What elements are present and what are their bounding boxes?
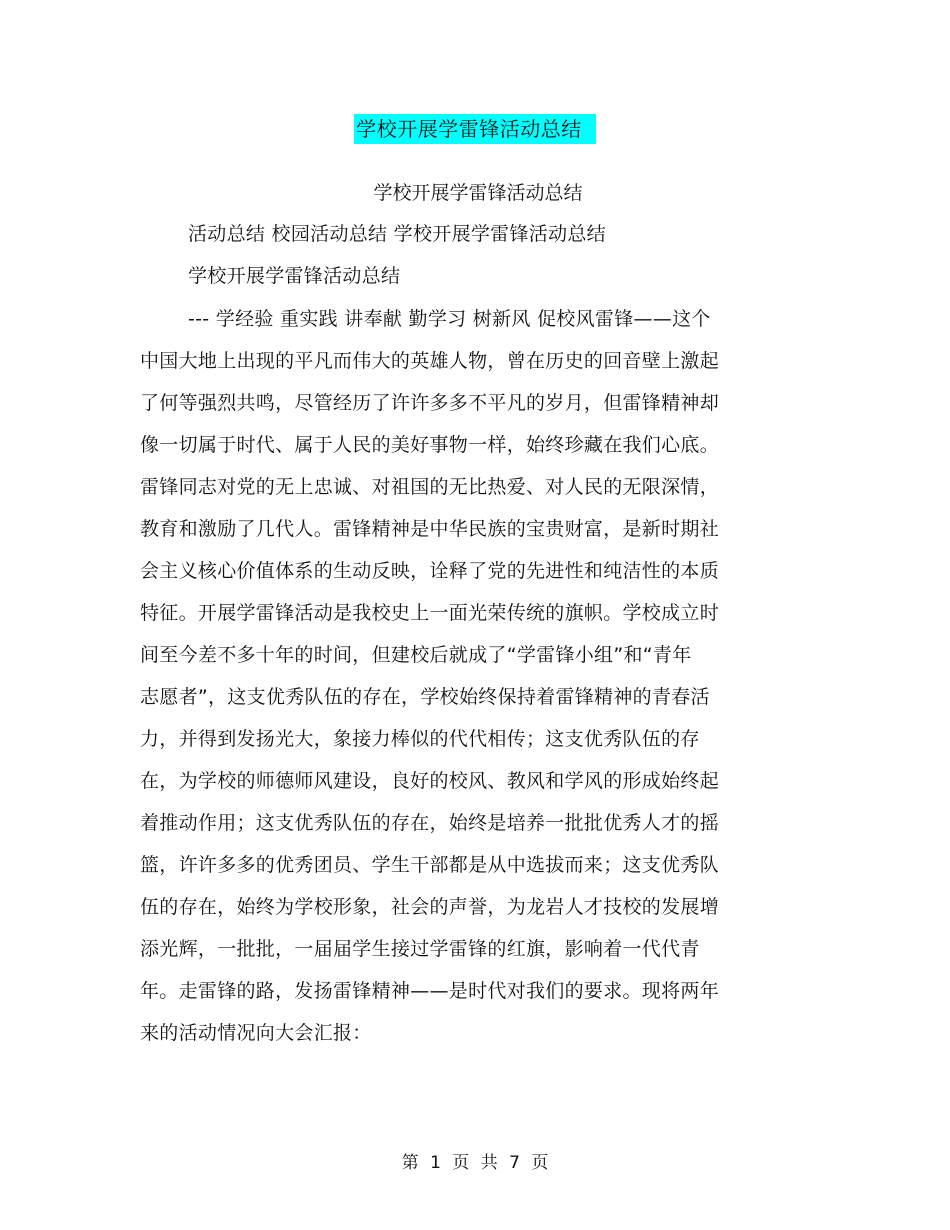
title-container bbox=[0, 114, 950, 144]
body-line: 来的活动情况向大会汇报： bbox=[140, 1022, 372, 1044]
body-line: 中国大地上出现的平凡而伟大的英雄人物，曾在历史的回音壁上激起 bbox=[140, 350, 720, 372]
body-line: 伍的存在，始终为学校形象，社会的声誉，为龙岩人才技校的发展增 bbox=[140, 896, 720, 918]
body-line: 会主义核心价值体系的生动反映，诠释了党的先进性和纯洁性的本质 bbox=[140, 560, 720, 582]
body-line: 添光辉，一批批，一届届学生接过学雷锋的红旗，影响着一代代青 bbox=[140, 938, 700, 960]
body-line: 篮，许许多多的优秀团员、学生干部都是从中选拔而来；这支优秀队 bbox=[140, 854, 720, 876]
body-line: 力，并得到发扬光大，象接力棒似的代代相传；这支优秀队伍的存 bbox=[140, 728, 700, 750]
document-subtitle: 学校开展学雷锋活动总结 bbox=[373, 182, 583, 204]
body-line: 了何等强烈共鸣，尽管经历了许许多多不平凡的岁月，但雷锋精神却 bbox=[140, 392, 720, 414]
body-line: 教育和激励了几代人。雷锋精神是中华民族的宝贵财富，是新时期社 bbox=[140, 518, 720, 540]
body-line: 年。走雷锋的路，发扬雷锋精神——是时代对我们的要求。现将两年 bbox=[140, 980, 720, 1002]
body-line: 着推动作用；这支优秀队伍的存在，始终是培养一批批优秀人才的摇 bbox=[140, 812, 720, 834]
body-line: 像一切属于时代、属于人民的美好事物一样，始终珍藏在我们心底。 bbox=[140, 434, 720, 456]
body-line: 志愿者”，这支优秀队伍的存在，学校始终保持着雷锋精神的青春活 bbox=[140, 686, 710, 708]
tags-line: 活动总结 校园活动总结 学校开展学雷锋活动总结 bbox=[188, 223, 606, 245]
body-line: 在，为学校的师德师风建设，良好的校风、教风和学风的形成始终起 bbox=[140, 770, 720, 792]
body-line: 间至今差不多十年的时间，但建校后就成了“学雷锋小组”和“青年 bbox=[140, 644, 692, 666]
body-line: --- 学经验 重实践 讲奉献 勤学习 树新风 促校风雷锋——这个 bbox=[188, 308, 711, 330]
page-number-footer: 第 1 页 共 7 页 bbox=[401, 1153, 549, 1173]
document-title: 学校开展学雷锋活动总结 bbox=[354, 114, 596, 144]
heading-line: 学校开展学雷锋活动总结 bbox=[188, 265, 401, 287]
body-line: 雷锋同志对党的无上忠诚、对祖国的无比热爱、对人民的无限深情， bbox=[140, 476, 720, 498]
body-line: 特征。开展学雷锋活动是我校史上一面光荣传统的旗帜。学校成立时 bbox=[140, 602, 720, 624]
